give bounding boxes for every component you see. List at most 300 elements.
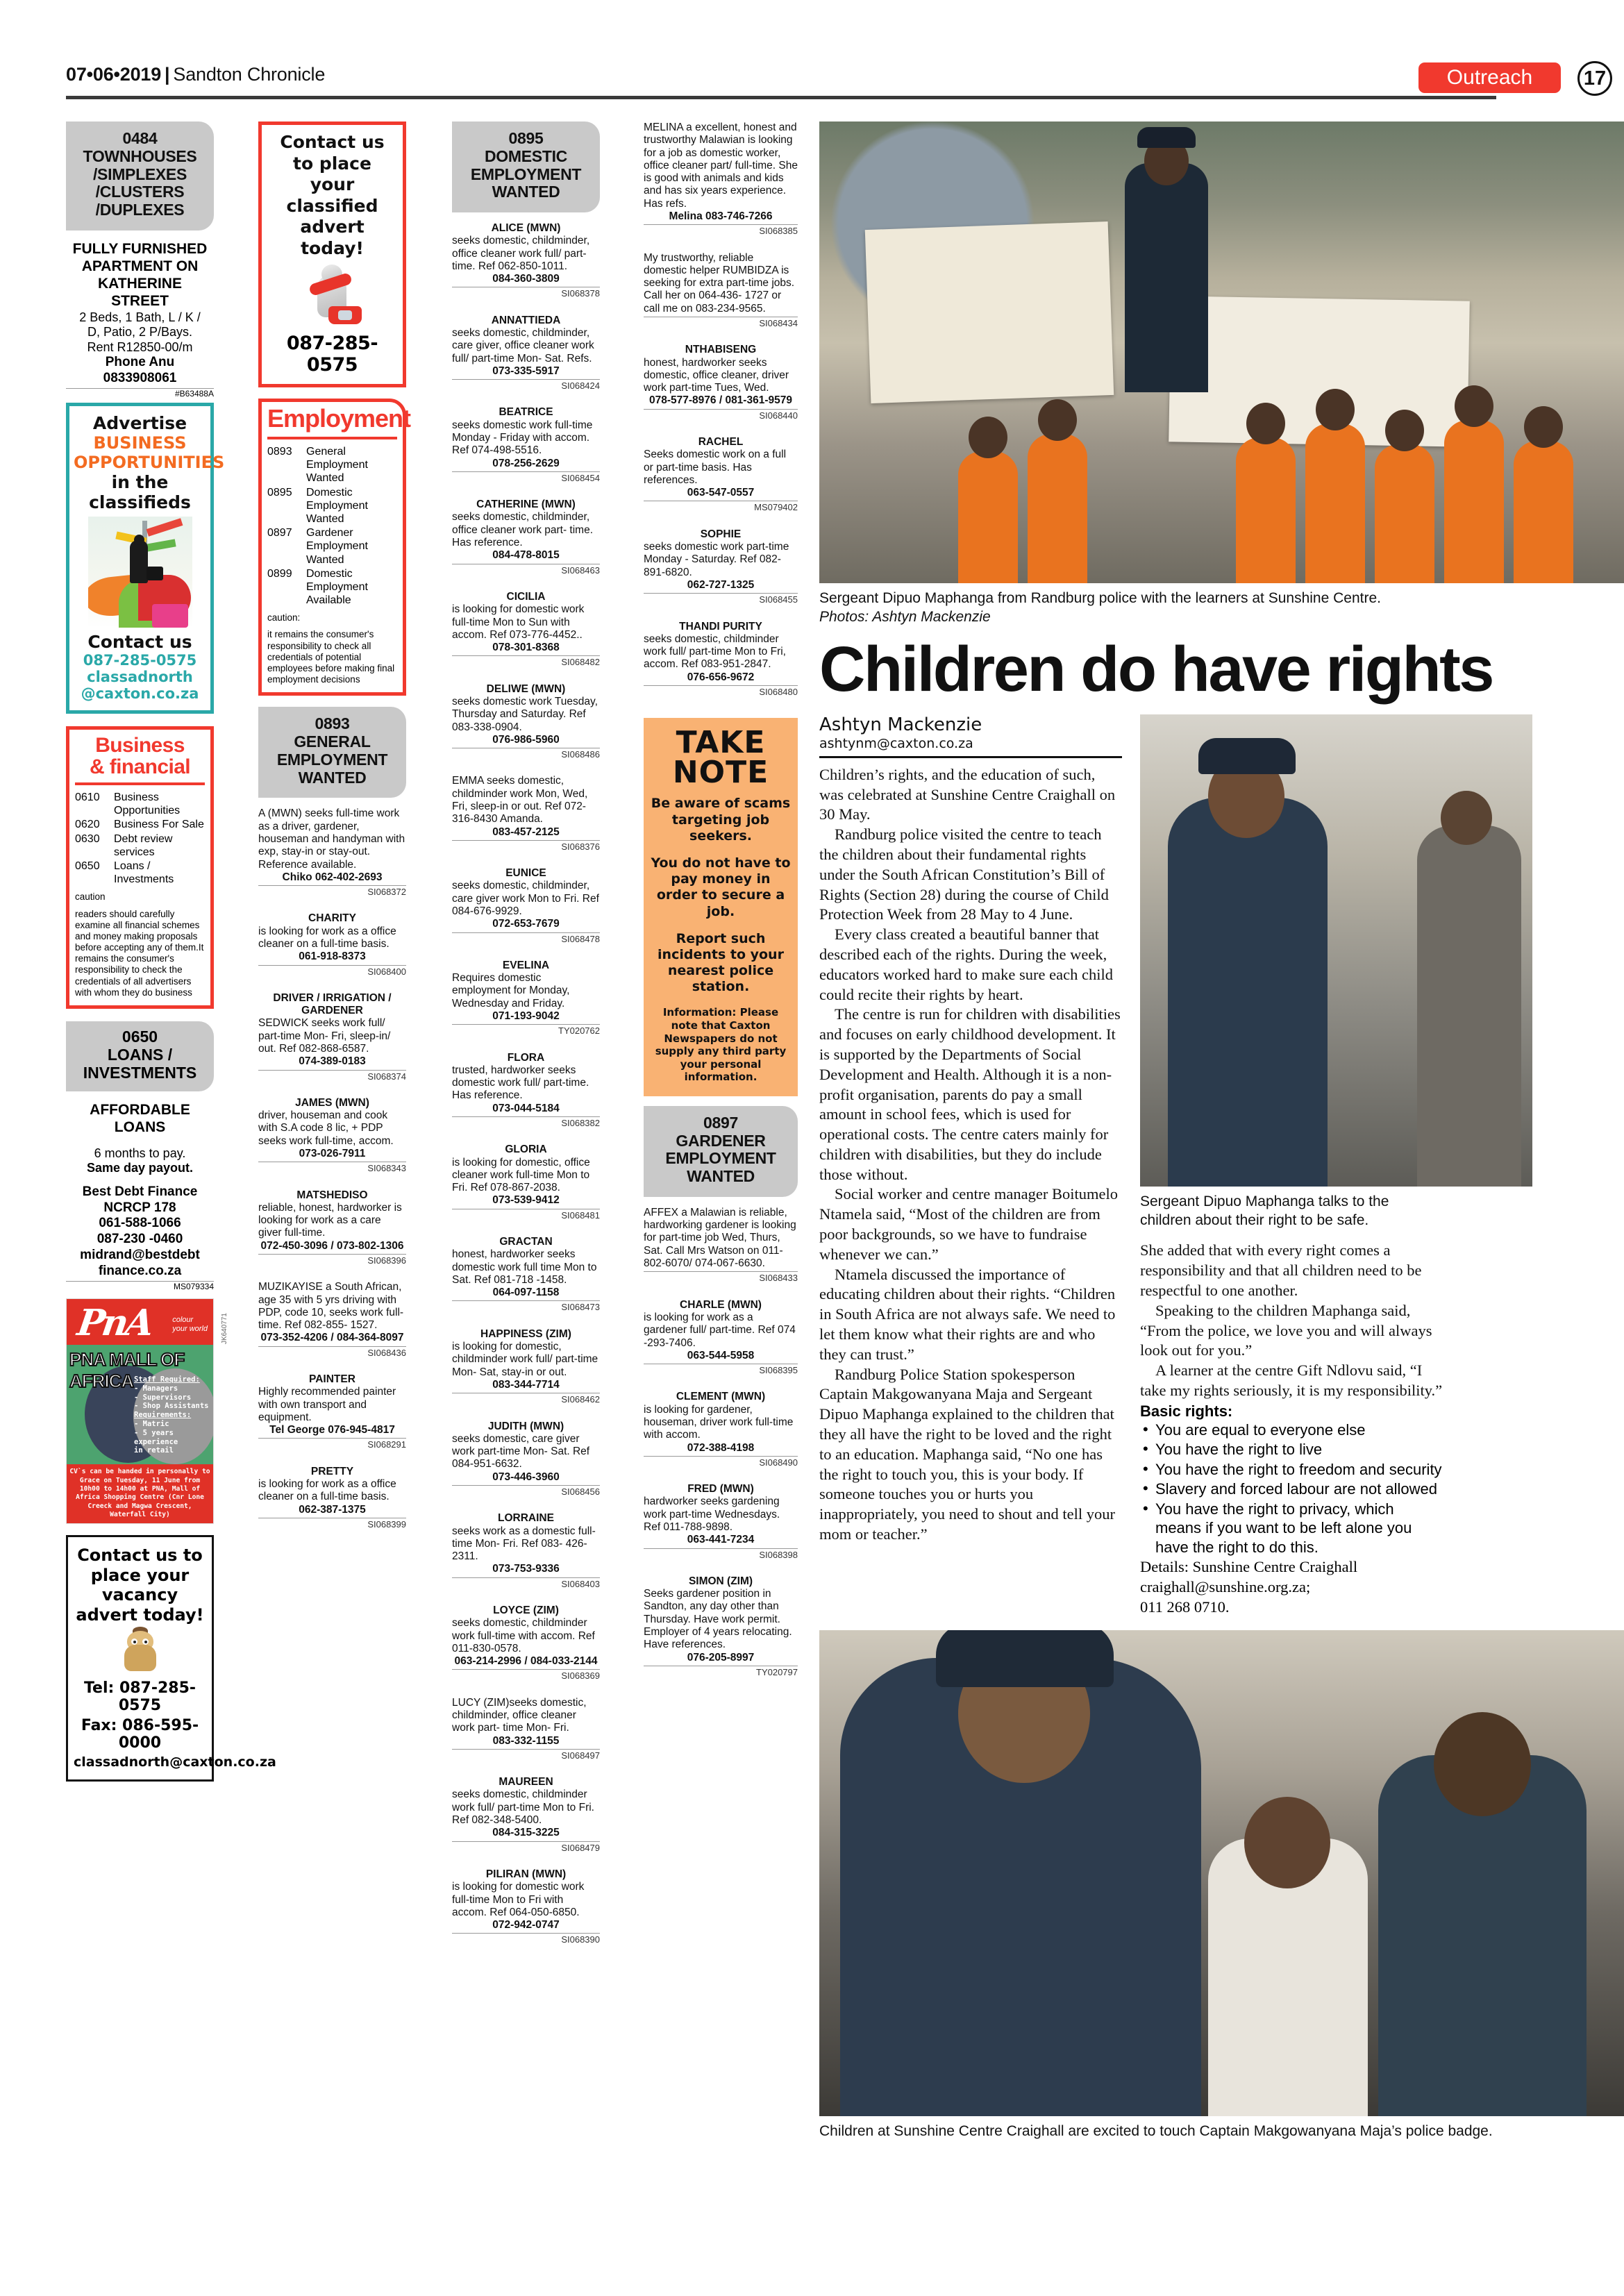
pna-footer-text: CV`s can be handed in personally to Grace on Tuesday, 11 June from 10h00 to 14h00 at PNA, Mall of Africa Shopping Centre (Cnr Lone Creeck and Magwa Crescent, Waterfall City) (67, 1464, 213, 1523)
publication-name: Sandton Chronicle (173, 64, 326, 85)
listing-phone[interactable]: 072-450-3096 / 073-802-1306 (260, 1239, 404, 1252)
category-domestic-employment (452, 121, 600, 212)
ad-ref: MS079334 (66, 1281, 214, 1291)
ad-body-line: 6 months to pay. (94, 1146, 186, 1160)
listing-phone[interactable]: 063-547-0557 (687, 487, 755, 499)
listing-ref: SI068490 (644, 1456, 798, 1468)
listing-ref: SI068378 (452, 287, 600, 299)
classified-listing (644, 436, 798, 513)
category-line: GENERAL (294, 732, 371, 751)
classified-listing (452, 222, 600, 299)
ad-pna-mall-of-africa[interactable] (66, 1298, 228, 1524)
listing-ref: SI068463 (452, 564, 600, 576)
classifieds-column-1 (66, 121, 276, 1782)
classified-listing (452, 315, 600, 392)
listing-gap (452, 394, 600, 406)
listing-phone[interactable]: 083-332-1155 (492, 1734, 560, 1747)
listing-title: NTHABISENG (685, 344, 757, 356)
ad-email-line[interactable]: midrand@bestdebt (80, 1248, 200, 1263)
listing-phone[interactable]: 076-656-9672 (687, 671, 755, 683)
category-code: 0893 (315, 714, 350, 733)
take-note-title-line: NOTE (672, 755, 769, 791)
promo-email[interactable]: classadnorth@caxton.co.za (74, 1754, 276, 1770)
listing-ref: SI068436 (258, 1346, 406, 1358)
listing-phone[interactable]: 084-315-3225 (492, 1827, 560, 1839)
index-row[interactable] (75, 818, 205, 831)
listing-ref: SI068482 (452, 655, 600, 667)
listing-phone[interactable]: 071-193-9042 (492, 1010, 560, 1022)
classified-listing (452, 775, 600, 852)
classified-listing (452, 406, 600, 483)
ad-body-line: 2 Beds, 1 Bath, L / K / (79, 310, 201, 324)
classified-listing (644, 344, 798, 421)
index-row[interactable] (267, 486, 397, 526)
listing-gap (452, 671, 600, 683)
listing-title: PAINTER (309, 1373, 355, 1386)
listing-body: is looking for domestic, childminder work full/ part-time Mon- Sat, stay-in or out. (452, 1341, 598, 1378)
listing-body: trusted, hardworker seeks domestic work full/ part-time. Has reference. (452, 1064, 589, 1102)
listing-ref: SI068369 (452, 1669, 600, 1681)
ad-ncrcp: NCRCP 178 (103, 1200, 176, 1215)
article-body-right (1140, 1241, 1443, 1400)
listing-phone[interactable]: 076-205-8997 (687, 1651, 755, 1664)
employment-index (258, 399, 411, 696)
listing-ref: SI068440 (644, 409, 798, 421)
listing-phone[interactable]: 073-026-7911 (299, 1147, 366, 1159)
category-code: 0484 (122, 129, 158, 147)
listing-title: EUNICE (505, 867, 546, 880)
classified-listing (644, 1299, 798, 1376)
listing-body: AFFEX a Malawian is reliable, hardworking gardener is looking for part-time job Wed, Thurs, Sat. Call Mrs Watson on 011-802-6070/ 074-067-6630. (644, 1206, 796, 1270)
listing-phone[interactable]: 074-389-0183 (299, 1055, 366, 1068)
listing-phone[interactable]: 078-577-8976 / 081-361-9579 (649, 394, 792, 407)
pna-req-heading: Requirements: (134, 1411, 192, 1420)
article-paragraph: Ntamela discussed the importance of educating children about their rights. “Children in South Africa are not always safe. We need to let them know what their rights are and who they can trust.” (819, 1265, 1116, 1363)
category-line: EMPLOYMENT (665, 1149, 776, 1168)
category-code: 0897 (703, 1113, 738, 1132)
listing-body: honest, hardworker seeks domestic work full time Mon to Sat. Ref 081-718 -1458. (452, 1248, 597, 1286)
category-line: WANTED (298, 768, 367, 787)
category-code: 0650 (122, 1028, 158, 1046)
index-rule (75, 782, 205, 785)
category-loans (66, 1021, 214, 1091)
listing-ref: SI068403 (452, 1577, 600, 1589)
listing-phone[interactable]: 072-653-7679 (492, 918, 560, 930)
classified-listing (644, 1391, 798, 1468)
promo-line: Contact us to place (280, 132, 385, 174)
category-line: EMPLOYMENT (276, 750, 388, 769)
ad-ref: JK640771 (221, 1313, 228, 1345)
index-label: Business For Sale (114, 819, 204, 831)
listing-gap (452, 1223, 600, 1236)
masthead-rule (66, 96, 1496, 99)
listing-gap (452, 1948, 600, 1961)
photo-caption-top (819, 589, 1624, 627)
classified-listing (452, 498, 600, 576)
category-line: /SIMPLEXES (92, 165, 187, 183)
ad-phone[interactable]: 087-230 -0460 (97, 1232, 183, 1247)
index-code: 0610 (75, 791, 100, 804)
listing-gap (452, 1316, 600, 1328)
listing-ref: SI068372 (258, 885, 406, 897)
basic-right-item: • You have the right to freedom and security (1140, 1460, 1443, 1480)
listing-phone[interactable]: 073-446-3960 (492, 1470, 560, 1483)
listing-ref: SI068399 (258, 1518, 406, 1530)
pna-staff-heading: Staff Required: (134, 1375, 200, 1384)
listing-body: My trustworthy, reliable domestic helper RUMBIDZA is seeking for extra part-time jobs. Call her on 064-436- 1727 or call me on 083-234-9565. (644, 251, 795, 315)
article-body-left (819, 765, 1122, 1545)
classified-listing (644, 528, 798, 605)
listing-ref: SI068497 (452, 1749, 600, 1761)
article-column-middle (1140, 714, 1443, 1618)
classified-listing (258, 1281, 406, 1358)
article-paragraph: The centre is run for children with disabilities and focuses on early childhood development. It is supported by the Departments of Social Development and Health. Although it is a non-profit organisation, parents do pay a small amount in school fees, which is used for operational costs. The centre caters mainly for children with disabilities, but they do include those without. (819, 1005, 1121, 1183)
listing-ref: SI068396 (258, 1254, 406, 1266)
article-paragraph: She added that with every right comes a responsibility and that all children need to be respectful to one another. (1140, 1241, 1422, 1299)
promo-line: your classified (286, 174, 378, 216)
listing-gap (644, 240, 798, 252)
caution-body: it remains the consumer's responsibility to check all credentials of potential employees before making final employment decisions (267, 629, 395, 685)
listing-body: seeks domestic, childminder, office cleaner work full/ part-time. Ref 062-850-1011. (452, 235, 590, 272)
listing-ref: SI068376 (452, 840, 600, 852)
listing-title: SIMON (ZIM) (688, 1575, 753, 1587)
listing-gap (258, 900, 406, 912)
listing-ref: SI068398 (644, 1548, 798, 1560)
ad-body-line: D, Patio, 2 P/Bays. (87, 325, 193, 340)
index-row[interactable] (267, 445, 397, 485)
listing-gap (644, 1470, 798, 1483)
listing-phone[interactable]: 062-387-1375 (299, 1503, 366, 1516)
classified-listing (452, 1143, 600, 1221)
basic-rights-list (1140, 1421, 1443, 1557)
listing-body: seeks domestic, childminder work full/ part-time Mon to Fri. Ref 082-348-5400. (452, 1788, 594, 1827)
listing-group-general (258, 807, 406, 1545)
listing-body: Seeks gardener position in Sandton, any day other than Thursday. Have work permit. Employer of 4 years relocating. Have references. (644, 1588, 792, 1651)
listing-body: seeks domestic, childminder, care giver, office cleaner work full/ part-time Mon- Sat. Refs. (452, 327, 594, 364)
index-row[interactable] (267, 567, 397, 607)
listing-phone[interactable]: 063-544-5958 (687, 1349, 755, 1361)
listing-ref: SI068434 (644, 317, 798, 328)
classified-listing (644, 252, 798, 329)
listing-body: hardworker seeks gardening work part-time Wednesdays. Ref 011-788-9898. (644, 1495, 780, 1533)
editorial-area (819, 121, 1624, 2140)
category-line: GARDENER (676, 1131, 766, 1150)
listing-phone[interactable]: Tel George 076-945-4817 (269, 1424, 395, 1436)
promo-line: Advertise (92, 413, 187, 434)
ad-phone[interactable]: 061-588-1066 (99, 1216, 181, 1231)
promo-line: Contact us to place your (77, 1545, 203, 1585)
listing-gap (452, 1684, 600, 1697)
index-title: Employment (267, 404, 411, 433)
listing-body: seeks domestic, childminder, care giver work Mon to Fri. Ref 084-676-9929. (452, 880, 599, 917)
take-note-paragraph: Report such incidents to your nearest police station. (658, 930, 784, 995)
classified-listing (452, 1236, 600, 1313)
promo-classified-advert[interactable] (258, 121, 406, 387)
listing-body: seeks domestic work part-time Monday - Saturday. Ref 082-891-6820. (644, 541, 789, 578)
listing-gap (452, 302, 600, 315)
listing-gap (258, 1453, 406, 1466)
listing-phone[interactable]: 061-918-8373 (299, 950, 366, 963)
listing-body: MUZIKAYISE a South African, age 35 with 5 yrs driving with PDP, code 10, seeks work full-time. Ref 082-855- 1527. (258, 1281, 404, 1332)
listing-body: is looking for domestic work full-time Mon to Fri with accom. Ref 064-050-6850. (452, 1881, 585, 1918)
author-email[interactable]: ashtynm@caxton.co.za (819, 735, 973, 751)
page-number: 17 (1577, 61, 1612, 96)
promo-line: classifieds (89, 492, 191, 513)
listing-phone[interactable]: Melina 083-746-7266 (669, 210, 773, 222)
category-line: WANTED (687, 1167, 755, 1186)
listing-gap (452, 1856, 600, 1868)
listing-ref: SI068400 (258, 965, 406, 977)
photo-credit: Photos: Ashtyn Mackenzie (819, 609, 991, 626)
listing-gap (452, 1408, 600, 1421)
issue-date-line (66, 64, 325, 85)
promo-line: vacancy advert today! (76, 1585, 204, 1625)
listing-body: reliable, honest, hardworker is looking for work as a care giver full-time. (258, 1201, 402, 1239)
ad-email-line[interactable]: finance.co.za (98, 1263, 182, 1278)
classified-listing (452, 1868, 600, 1945)
listing-body: SEDWICK seeks work full/ part-time Mon- Fri, sleep-in/ out. Ref 082-868-6587. (258, 1017, 391, 1055)
classified-listing (644, 1207, 798, 1284)
category-line: /CLUSTERS (95, 183, 185, 201)
listing-title: MAUREEN (499, 1776, 553, 1788)
listing-title: PRETTY (310, 1465, 354, 1477)
listing-title: SOPHIE (700, 528, 742, 540)
listing-ref: SI068486 (452, 748, 600, 760)
byline-rule (819, 756, 1122, 758)
promo-vacancy-advert[interactable] (66, 1535, 276, 1782)
article-paragraph: Social worker and centre manager Boitumelo Ntamela said, “Most of the children are from poor backgrounds, so we have to fundraise whenever we can.” (819, 1185, 1118, 1263)
listing-phone[interactable]: 072-388-4198 (687, 1441, 755, 1454)
take-note-title-line: TAKE (676, 725, 766, 761)
classified-listing (258, 992, 406, 1082)
classified-listing (644, 621, 798, 698)
promo-email-line[interactable]: @caxton.co.za (81, 685, 199, 703)
pna-tagline (172, 1316, 208, 1333)
pna-body-band (67, 1345, 213, 1464)
listing-ref: SI068390 (452, 1933, 600, 1945)
promo-line: in the (111, 472, 169, 493)
ad-title-line: LOANS (114, 1119, 166, 1136)
listing-phone[interactable]: 073-352-4206 / 084-364-8097 (260, 1332, 404, 1344)
promo-phone[interactable]: 087-285-0575 (286, 333, 378, 376)
listing-gap (258, 980, 406, 992)
index-code: 0893 (267, 446, 292, 458)
index-label: General Employment Wanted (306, 446, 368, 485)
listing-phone[interactable]: 073-753-9336 (492, 1563, 560, 1575)
index-title-line: Business (95, 734, 185, 757)
index-code: 0899 (267, 567, 292, 580)
byline (819, 714, 1122, 751)
article-paragraph: Every class created a beautiful banner that described each of the rights. During the week, educators worked hard to make sure each child could recite their rights by heart. (819, 925, 1113, 1003)
listing-phone[interactable]: 062-727-1325 (687, 578, 755, 591)
pna-req-item: in retail (134, 1446, 174, 1455)
promo-phone[interactable]: 087-285-0575 (83, 652, 197, 669)
listing-gap (644, 1378, 798, 1391)
index-row[interactable] (75, 791, 205, 817)
listing-ref: SI068462 (452, 1393, 600, 1405)
listing-phone[interactable]: 064-097-1158 (492, 1287, 560, 1299)
ad-title-line: FULLY FURNISHED (72, 240, 208, 257)
listing-title: FLORA (507, 1051, 545, 1064)
basic-right-item: • You are equal to everyone else (1140, 1421, 1443, 1440)
pna-mall-title: PNA MALL OF AFRICA (69, 1349, 185, 1392)
listing-title: BEATRICE (499, 406, 553, 419)
mascot-icon (116, 1631, 165, 1677)
listing-gap (452, 486, 600, 498)
listing-group-domestic-cont (644, 121, 798, 712)
pna-staff-item: - Supervisors (134, 1393, 192, 1402)
listing-body: seeks domestic, childminder, office cleaner work part- time. Has reference. (452, 511, 594, 549)
classified-listing (258, 1189, 406, 1266)
listing-group-domestic (452, 222, 600, 1961)
listing-body: MELINA a excellent, honest and trustworthy Malawian is looking for a job as domestic worker, office cleaner part/ full-time. She is good with animals and kids and has six years experience. Has refs. (644, 121, 798, 210)
listing-body: is looking for work as a gardener full/ part-time. Ref 074 -293-7406. (644, 1311, 796, 1349)
listing-title: HAPPINESS (ZIM) (480, 1327, 571, 1340)
ad-title-line: AFFORDABLE (90, 1102, 190, 1118)
article-columns (819, 714, 1624, 1618)
article-paragraph: Randburg police visited the centre to teach the children about their fundamental rights under the South African Constitution’s Bill of Rights (Section 28) during the course of Child Protection Week from 28 May to 4 June. (819, 826, 1109, 923)
listing-body: driver, houseman and cook with S.A code 8 lic, + PDP seeks work full-time, accom. (258, 1109, 394, 1147)
listing-ref: TY020797 (644, 1666, 798, 1677)
listing-title: CATHERINE (MWN) (476, 498, 576, 511)
classified-listing (258, 1373, 406, 1450)
listing-gap (644, 700, 798, 712)
listing-phone[interactable]: 084-360-3809 (492, 273, 560, 285)
listing-phone[interactable]: 078-301-8368 (492, 642, 560, 654)
classified-listing (258, 1097, 406, 1174)
listing-gap (258, 1177, 406, 1189)
index-row[interactable] (75, 832, 205, 859)
article-headline: Children do have rights (819, 633, 1493, 705)
listing-phone[interactable]: 083-344-7714 (492, 1378, 560, 1391)
listing-body: EMMA seeks domestic, childminder work Mon, Wed, Fri, sleep-in or out. Ref 072-316-8430 Amanda. (452, 775, 588, 826)
listing-phone[interactable]: 072-942-0747 (492, 1919, 560, 1932)
take-note-notice (644, 718, 798, 1096)
details-email[interactable]: craighall@sunshine.org.za; (1140, 1578, 1311, 1596)
listing-group-gardener (644, 1207, 798, 1693)
listing-ref: SI068455 (644, 593, 798, 605)
issue-date: 07•06•2019 (66, 64, 162, 85)
ad-ref: #B63488A (66, 388, 214, 399)
promo-email-line[interactable]: classadnorth (87, 669, 193, 686)
ad-title-line: KATHERINE (98, 276, 182, 292)
listing-phone[interactable]: 076-986-5960 (492, 733, 560, 746)
listing-body: Seeks domestic work on a full or part-time basis. Has references. (644, 449, 787, 486)
listing-ref: SI068481 (452, 1209, 600, 1221)
caution-heading: caution: (267, 612, 301, 623)
photo-caption-bottom: Children at Sunshine Centre Craighall are excited to touch Captain Makgowanyana Maja’s police badge. (819, 2122, 1493, 2139)
category-general-employment (258, 707, 406, 798)
listing-ref: SI068479 (452, 1841, 600, 1853)
index-row[interactable] (75, 860, 205, 886)
photo-learners-with-sergeant (819, 121, 1624, 583)
listing-title: ALICE (MWN) (491, 222, 561, 234)
listing-body: Highly recommended painter with own transport and equipment. (258, 1386, 396, 1423)
listing-phone[interactable]: 063-214-2996 / 084-033-2144 (454, 1655, 598, 1668)
listing-phone[interactable]: 083-457-2125 (492, 826, 560, 838)
listing-body: honest, hardworker seeks domestic, office cleaner, driver work part-time Tues, Wed. (644, 356, 789, 394)
listing-phone[interactable]: 073-335-5917 (492, 364, 560, 377)
listing-title: THANDI PURITY (679, 620, 762, 632)
promo-business-opportunities[interactable] (66, 403, 225, 714)
listing-gap (644, 424, 798, 436)
index-row[interactable] (267, 526, 397, 567)
listing-body: seeks domestic, childminder work full-time with accom. Ref 011-830-0578. (452, 1617, 595, 1654)
caption-text: Sergeant Dipuo Maphanga from Randburg police with the learners at Sunshine Centre. (819, 590, 1381, 606)
listing-body: is looking for domestic work full-time Mon to Sun with accom. Ref 073-776-4452.. (452, 603, 585, 641)
photo-sergeant-talking (1140, 714, 1532, 1187)
listing-ref: MS079402 (644, 501, 798, 512)
category-line: TOWNHOUSES (83, 146, 197, 165)
listing-phone[interactable]: 078-256-2629 (492, 457, 560, 469)
basic-right-item: • You have the right to privacy, which means if you want to be left alone you have the right to do this. (1140, 1500, 1443, 1557)
listing-phone[interactable]: 063-441-7234 (687, 1534, 755, 1546)
basic-right-item: • You have the right to live (1140, 1440, 1443, 1459)
listing-phone[interactable]: Chiko 062-402-2693 (282, 871, 383, 883)
listing-title: JAMES (MWN) (295, 1096, 369, 1109)
listing-title: FRED (MWN) (687, 1483, 754, 1495)
listing-gap (644, 516, 798, 528)
article-paragraph: A learner at the centre Gift Ndlovu said, “I take my rights seriously, it is my responsibility.” (1140, 1361, 1443, 1399)
category-line: WANTED (492, 183, 560, 201)
listing-phone[interactable]: 073-044-5184 (492, 1102, 560, 1114)
category-townhouses (66, 121, 214, 231)
article-paragraph: Children’s rights, and the education of such, was celebrated at Sunshine Centre Craighall on 30 May. (819, 765, 1116, 823)
listing-gap (644, 1563, 798, 1575)
listing-body: A (MWN) seeks full-time work as a driver, gardener, houseman and handyman with exp, stay-in or stay-out. Reference available. (258, 807, 405, 871)
basic-rights-heading: Basic rights: (1140, 1402, 1233, 1420)
section-tag: Outreach (1418, 62, 1561, 93)
category-line: DOMESTIC (485, 146, 567, 165)
index-label: Debt review services (114, 832, 173, 858)
article-paragraph: Randburg Police Station spokesperson Captain Makgowanyana Maja and Sergeant Dipuo Maphanga explained to the children that they all have the right to be loved and the right to an education. Maphanga said, “No one has the right to touch you, this is your body. If someone touches you or hurts you inappropriately, you need to shout and tell your mom or teacher.” (819, 1365, 1115, 1543)
ad-title-line: APARTMENT ON (81, 258, 199, 274)
ad-affordable-loans (66, 1101, 214, 1291)
photo-caption-middle: Sergeant Dipuo Maphanga talks to the children about their right to be safe. (1140, 1193, 1389, 1229)
promo-tel[interactable]: Tel: 087-285-0575 (83, 1679, 196, 1715)
index-label: Gardener Employment Wanted (306, 527, 368, 566)
listing-body: seeks work as a domestic full-time Mon- Fri. Ref 083- 426-2311. (452, 1525, 596, 1563)
classified-listing (452, 1052, 600, 1129)
category-line: INVESTMENTS (83, 1063, 197, 1082)
listing-gap (452, 1500, 600, 1512)
listing-gap (258, 1268, 406, 1281)
pna-staff-item: - Shop Assistants (134, 1402, 209, 1411)
take-note-paragraph: Be aware of scams targeting job seekers. (651, 796, 791, 844)
listing-body: seeks domestic work full-time Monday - Friday with accom. Ref 074-498-5516. (452, 419, 593, 457)
index-rule (267, 437, 397, 439)
author-name: Ashtyn Mackenzie (819, 714, 982, 735)
listing-title: DELIWE (MWN) (486, 682, 566, 695)
basic-right-item: • Slavery and forced labour are not allowed (1140, 1480, 1443, 1499)
classifieds-column-2 (258, 121, 411, 1545)
promo-line: BUSINESS (93, 433, 187, 453)
telephone-icon (296, 263, 369, 330)
category-line: LOANS / (107, 1045, 173, 1064)
listing-title: CHARITY (308, 912, 356, 925)
classified-listing (452, 1604, 600, 1682)
listing-body: seeks domestic, care giver work part-time Mon- Sat. Ref 084-951-6632. (452, 1432, 590, 1470)
listing-ref: SI068473 (452, 1300, 600, 1312)
listing-title: RACHEL (698, 436, 744, 449)
listing-ref: SI068374 (258, 1070, 406, 1082)
listing-phone[interactable]: 073-539-9412 (492, 1194, 560, 1207)
pna-tagline-line: your world (172, 1324, 208, 1333)
listing-phone[interactable]: 084-478-8015 (492, 549, 560, 562)
listing-gap (644, 331, 798, 344)
listing-body: Requires domestic employment for Monday, Wednesday and Friday. (452, 972, 570, 1009)
ad-contact-name: Phone Anu (105, 355, 175, 370)
